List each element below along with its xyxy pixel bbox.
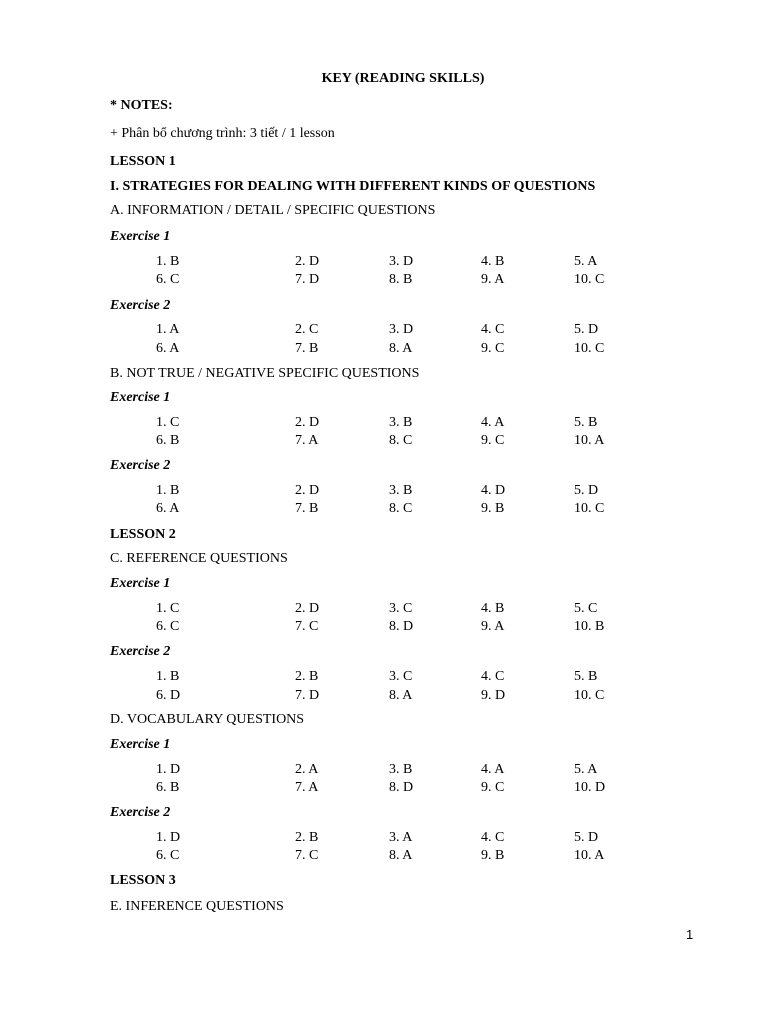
exercise-label: Exercise 1 [110,229,171,244]
answer: 8. A [389,848,413,863]
answer: 1. B [156,254,180,269]
exercise-label: Exercise 2 [110,298,171,313]
answer: 7. C [295,848,319,863]
section-c-heading: C. REFERENCE QUESTIONS [110,551,288,566]
answer: 8. A [389,688,413,703]
answer: 9. A [481,619,505,634]
answer: 5. C [574,601,598,616]
answer: 6. A [156,341,180,356]
answer: 3. B [389,762,413,777]
section-e-heading: E. INFERENCE QUESTIONS [110,899,284,914]
answer: 9. A [481,272,505,287]
answer: 9. C [481,341,505,356]
exercise-label: Exercise 1 [110,576,171,591]
answer: 7. B [295,341,319,356]
answer: 2. C [295,322,319,337]
answer: 4. A [481,415,505,430]
answer: 10. B [574,619,605,634]
answer: 5. B [574,669,598,684]
answer: 9. C [481,433,505,448]
answer: 1. D [156,762,181,777]
lesson-3-heading: LESSON 3 [110,873,176,888]
section-b-heading: B. NOT TRUE / NEGATIVE SPECIFIC QUESTIONS [110,366,420,381]
section-d-heading: D. VOCABULARY QUESTIONS [110,712,305,727]
answer: 5. D [574,483,599,498]
answer: 2. D [295,415,320,430]
answer: 7. D [295,688,320,703]
answer: 7. B [295,501,319,516]
answer: 2. A [295,762,319,777]
answer: 4. C [481,830,505,845]
exercise-label: Exercise 2 [110,644,171,659]
document-title: KEY (READING SKILLS) [321,71,485,86]
answer: 4. B [481,254,505,269]
answer: 4. B [481,601,505,616]
answer: 9. C [481,780,505,795]
notes-heading: * NOTES: [110,98,173,113]
answer: 9. D [481,688,506,703]
answer: 8. D [389,780,414,795]
answer: 2. B [295,830,319,845]
answer: 10. C [574,501,605,516]
answer: 4. C [481,669,505,684]
answer: 7. C [295,619,319,634]
answer: 3. C [389,669,413,684]
answer: 10. C [574,688,605,703]
lesson-2-heading: LESSON 2 [110,527,176,542]
answer: 8. A [389,341,413,356]
answer: 3. B [389,483,413,498]
answer: 10. C [574,272,605,287]
answer: 6. C [156,272,180,287]
answer: 7. A [295,780,319,795]
answer: 6. D [156,688,181,703]
answer: 1. C [156,601,180,616]
answer: 5. A [574,762,598,777]
answer: 1. A [156,322,180,337]
answer: 2. D [295,601,320,616]
answer: 1. C [156,415,180,430]
answer: 1. B [156,483,180,498]
answer: 2. D [295,483,320,498]
answer: 3. A [389,830,413,845]
answer: 4. A [481,762,505,777]
exercise-label: Exercise 2 [110,458,171,473]
answer: 8. C [389,501,413,516]
answer: 5. B [574,415,598,430]
answer: 6. B [156,433,180,448]
section-1-heading: I. STRATEGIES FOR DEALING WITH DIFFERENT KINDS OF QUESTIONS [110,179,596,194]
answer: 1. B [156,669,180,684]
answer: 6. B [156,780,180,795]
answer: 10. D [574,780,606,795]
answer: 10. A [574,433,605,448]
page-number: 1 [686,927,694,942]
answer: 5. D [574,322,599,337]
notes-line: + Phân bổ chương trình: 3 tiết / 1 lesson [110,126,335,141]
answer: 5. D [574,830,599,845]
answer: 10. A [574,848,605,863]
exercise-label: Exercise 1 [110,737,171,752]
answer: 10. C [574,341,605,356]
answer: 4. C [481,322,505,337]
answer: 6. C [156,619,180,634]
answer: 6. C [156,848,180,863]
answer: 7. D [295,272,320,287]
answer: 3. B [389,415,413,430]
answer: 8. D [389,619,414,634]
exercise-label: Exercise 1 [110,390,171,405]
answer: 7. A [295,433,319,448]
exercise-label: Exercise 2 [110,805,171,820]
answer: 4. D [481,483,506,498]
answer: 8. C [389,433,413,448]
answer: 5. A [574,254,598,269]
answer: 1. D [156,830,181,845]
answer: 8. B [389,272,413,287]
answer: 2. B [295,669,319,684]
answer: 2. D [295,254,320,269]
section-a-heading: A. INFORMATION / DETAIL / SPECIFIC QUESTIONS [110,203,436,218]
answer: 9. B [481,501,505,516]
answer: 9. B [481,848,505,863]
answer: 3. D [389,322,414,337]
answer: 6. A [156,501,180,516]
answer: 3. C [389,601,413,616]
answer: 3. D [389,254,414,269]
lesson-1-heading: LESSON 1 [110,154,176,169]
